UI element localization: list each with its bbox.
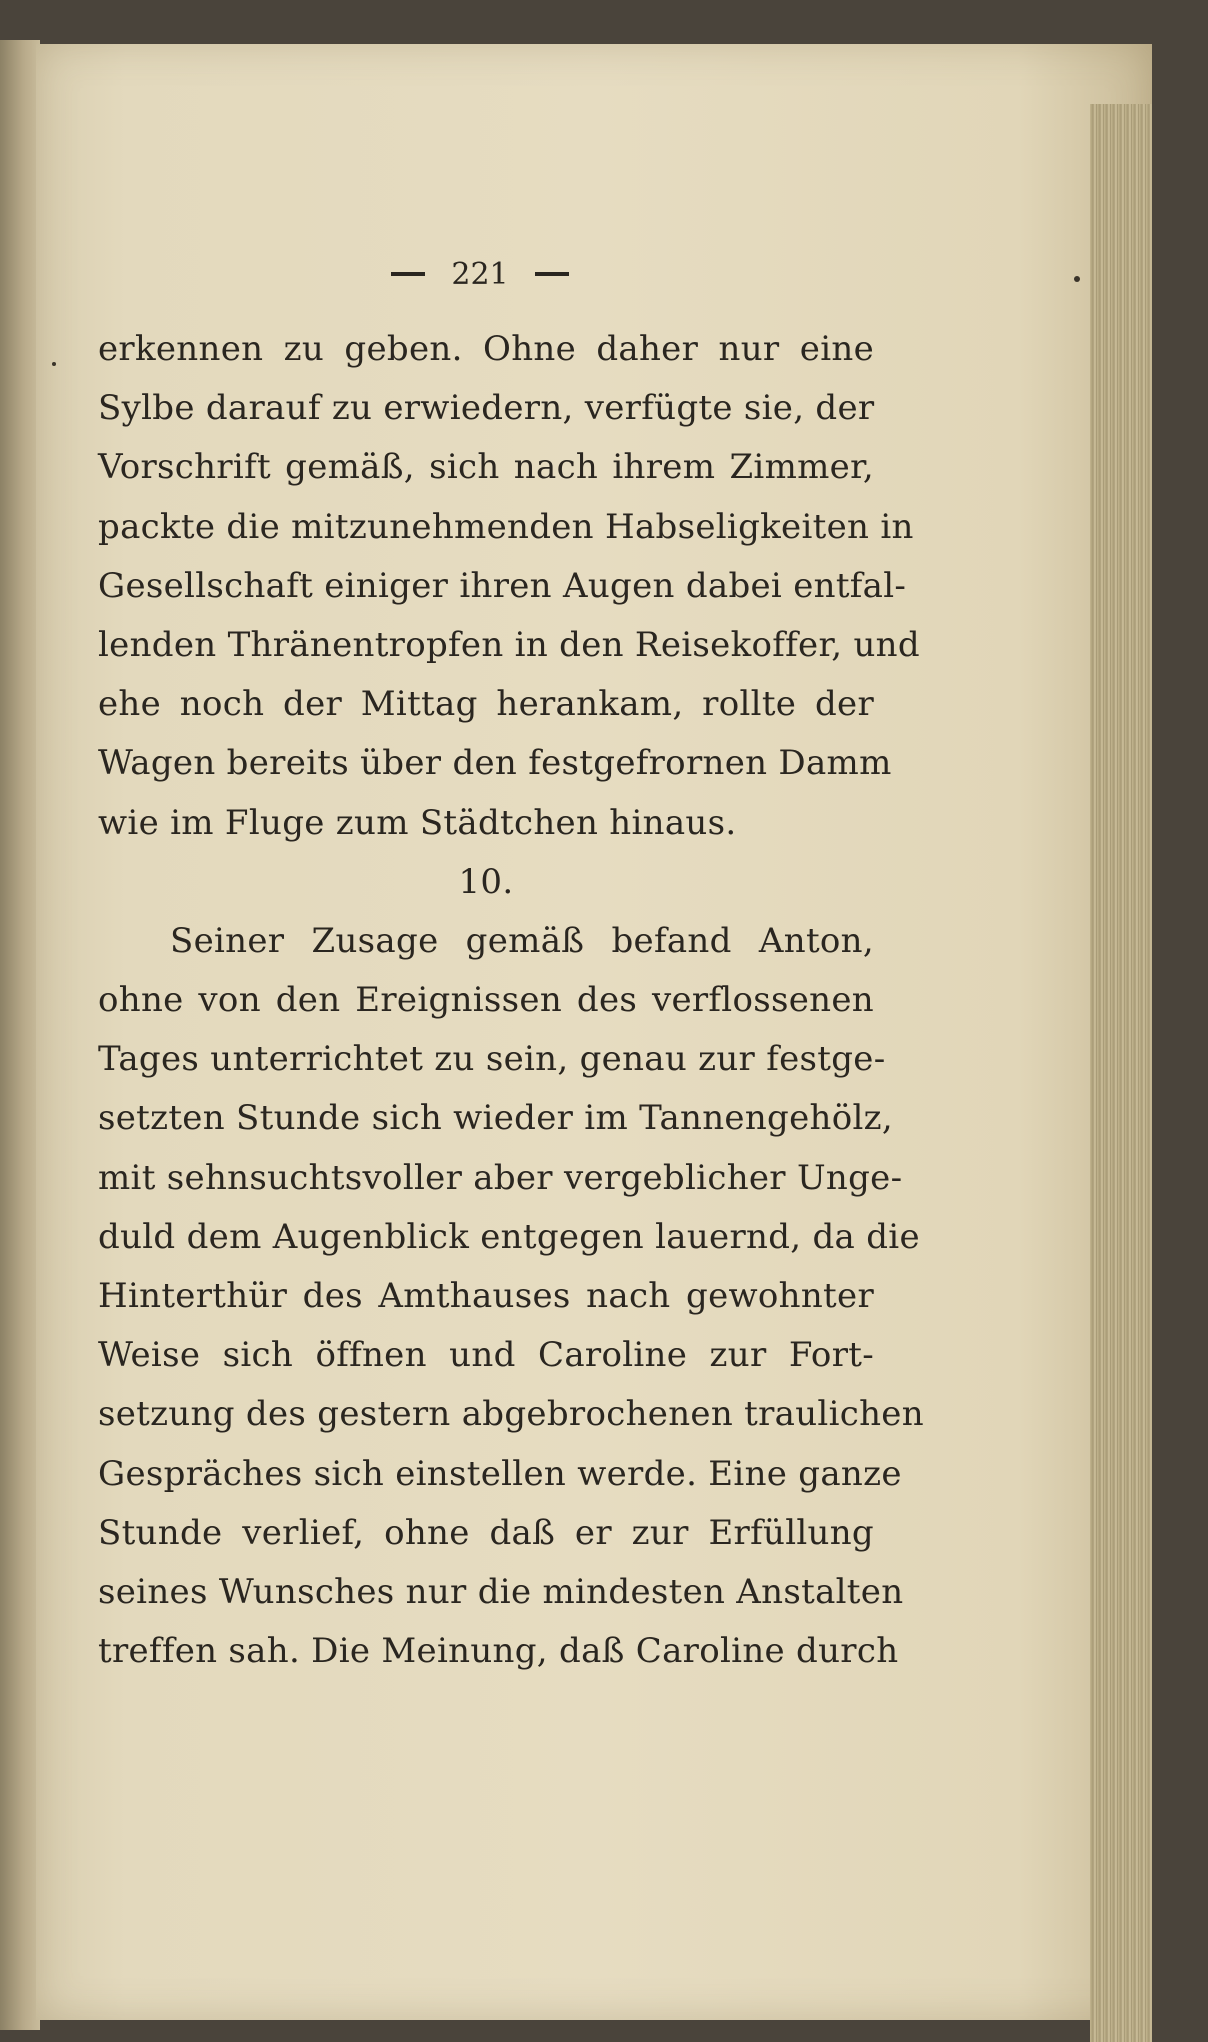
paper-speck <box>1074 276 1080 282</box>
text-line: mit sehnsuchtsvoller aber vergeblicher Unge- <box>98 1157 903 1198</box>
text-line: ohne von den Ereignissen des verflossenen <box>98 980 874 1021</box>
page-block-edges <box>1090 104 1152 2042</box>
text-line: setzten Stunde sich wieder im Tannengehölz, <box>98 1098 893 1139</box>
text-line: Sylbe darauf zu erwiedern, verfügte sie, der <box>98 388 875 429</box>
section-number: 10. <box>458 861 514 902</box>
text-line: lenden Thränentropfen in den Reisekoffer, und <box>98 624 920 665</box>
text-line: Tages unterrichtet zu sein, genau zur festge- <box>98 1039 886 1080</box>
text-line: ehe noch der Mittag herankam, rollte der <box>98 684 874 725</box>
page-number: 221 <box>451 256 509 292</box>
text-line: setzung des gestern abgebrochenen traulichen <box>98 1394 924 1435</box>
header-dash-right <box>535 272 569 276</box>
text-line: Stunde verlief, ohne daß er zur Erfüllung <box>98 1512 874 1553</box>
text-line: duld dem Augenblick entgegen lauernd, da die <box>98 1216 920 1257</box>
header-dash-left <box>391 272 425 276</box>
paper-speck <box>52 362 56 366</box>
previous-page-edge <box>0 40 40 2030</box>
text-line: Wagen bereits über den festgefrornen Damm <box>98 743 892 784</box>
text-line: seines Wunsches nur die mindesten Anstalten <box>98 1571 904 1612</box>
text-line: erkennen zu geben. Ohne daher nur eine <box>98 329 874 369</box>
text-line: Vorschrift gemäß, sich nach ihrem Zimmer, <box>98 447 874 488</box>
text-line: Gespräches sich einstellen werde. Eine ganze <box>98 1453 902 1494</box>
text-line: Hinterthür des Amthauses nach gewohnter <box>98 1276 874 1316</box>
text-line: wie im Fluge zum Städtchen hinaus. <box>98 802 737 843</box>
text-line: treffen sah. Die Meinung, daß Caroline durch <box>98 1631 899 1672</box>
body-text <box>98 320 924 1681</box>
page-header <box>360 254 600 294</box>
text-line: Weise sich öffnen und Caroline zur Fort- <box>98 1335 874 1376</box>
paragraph-first-line: Seiner Zusage gemäß befand Anton, <box>170 920 874 961</box>
text-line: Gesellschaft einiger ihren Augen dabei entfal- <box>98 565 907 606</box>
text-line: packte die mitzunehmenden Habseligkeiten in <box>98 506 914 547</box>
